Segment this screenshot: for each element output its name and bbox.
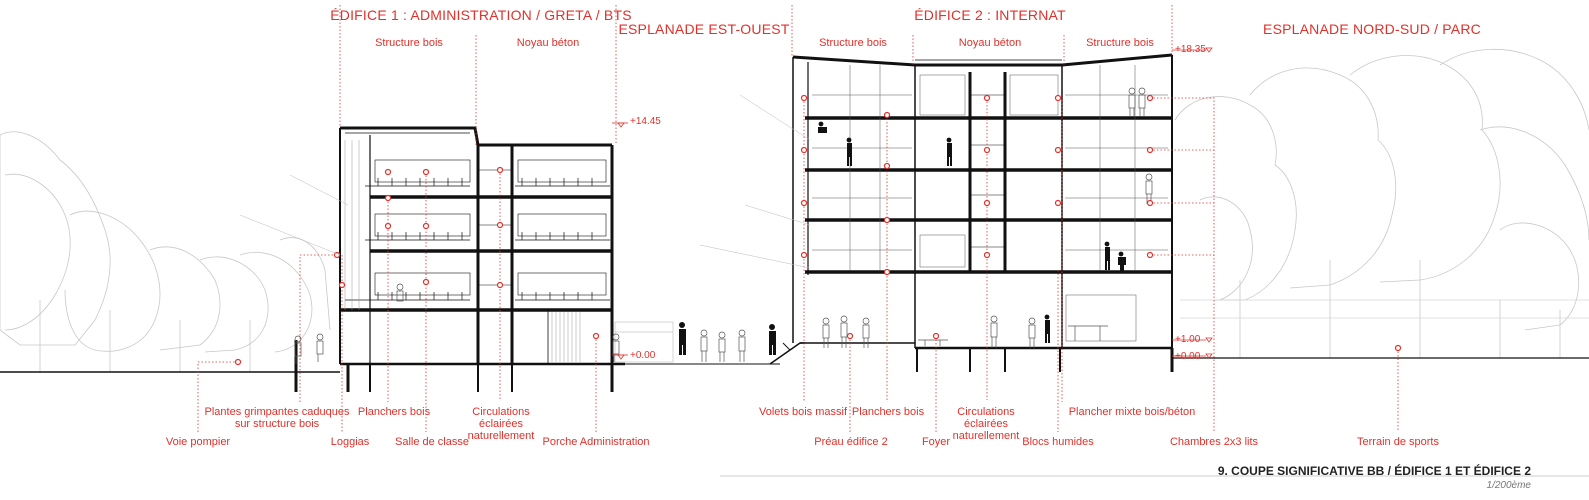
level-b2-mid: +1.00 (1175, 334, 1201, 345)
label-volets-bois-massif: Volets bois massif (758, 406, 848, 418)
header-esplanade-north-south: ESPLANADE NORD-SUD / PARC (1263, 21, 1481, 37)
label-blocs-humides: Blocs humides (1022, 436, 1094, 448)
subheader-b1-wood: Structure bois (375, 37, 443, 49)
ground (0, 340, 1589, 392)
drawing-title: 9. COUPE SIGNIFICATIVE BB / ÉDIFICE 1 ET ÉDIFICE 2 (1217, 464, 1531, 478)
label-porche-administration: Porche Administration (542, 436, 650, 448)
leader-lines (198, 5, 1398, 432)
label-voie-pompier: Voie pompier (165, 436, 231, 448)
level-b2-ground: +0.00 (1175, 351, 1201, 362)
label-plancher-mixte: Plancher mixte bois/béton (1068, 406, 1196, 418)
label-circulations-2: Circulations éclairées naturellement (952, 406, 1020, 442)
label-planchers-bois-1: Planchers bois (357, 406, 431, 418)
header-esplanade-east-west: ESPLANADE EST-OUEST (618, 21, 790, 37)
level-b1-ground: +0.00 (630, 350, 656, 361)
header-building-2: ÉDIFICE 2 : INTERNAT (914, 7, 1066, 23)
building-1 (340, 128, 673, 364)
level-b1-top: +14.45 (630, 116, 661, 127)
subheader-b1-core: Noyau béton (516, 37, 580, 49)
sun-rays (240, 95, 810, 268)
people (679, 122, 1126, 355)
level-markers (612, 48, 1212, 359)
label-chambres: Chambres 2x3 lits (1169, 436, 1259, 448)
label-planchers-bois-2: Planchers bois (851, 406, 925, 418)
subheader-b2-wood-right: Structure bois (1086, 37, 1154, 49)
label-salle-de-classe: Salle de classe (395, 436, 469, 448)
label-foyer: Foyer (921, 436, 951, 448)
subheader-b2-core: Noyau béton (958, 37, 1022, 49)
trees-right (1175, 49, 1589, 358)
drawing-scale: 1/200ème (1486, 480, 1531, 491)
subheader-b2-wood-left: Structure bois (819, 37, 887, 49)
label-preau-edifice-2: Préau édifice 2 (814, 436, 888, 448)
markers (236, 96, 1401, 365)
label-loggias: Loggias (330, 436, 370, 448)
building-2 (783, 55, 1172, 350)
level-b2-top: +18.35 (1175, 44, 1206, 55)
label-terrain-de-sports: Terrain de sports (1357, 436, 1439, 448)
trees-left (0, 132, 330, 372)
label-plantes-grimpantes: Plantes grimpantes caduques sur structure bois (204, 406, 350, 430)
label-circulations-1: Circulations éclairées naturellement (467, 406, 535, 442)
header-building-1: ÉDIFICE 1 : ADMINISTRATION / GRETA / BTS (330, 7, 632, 23)
